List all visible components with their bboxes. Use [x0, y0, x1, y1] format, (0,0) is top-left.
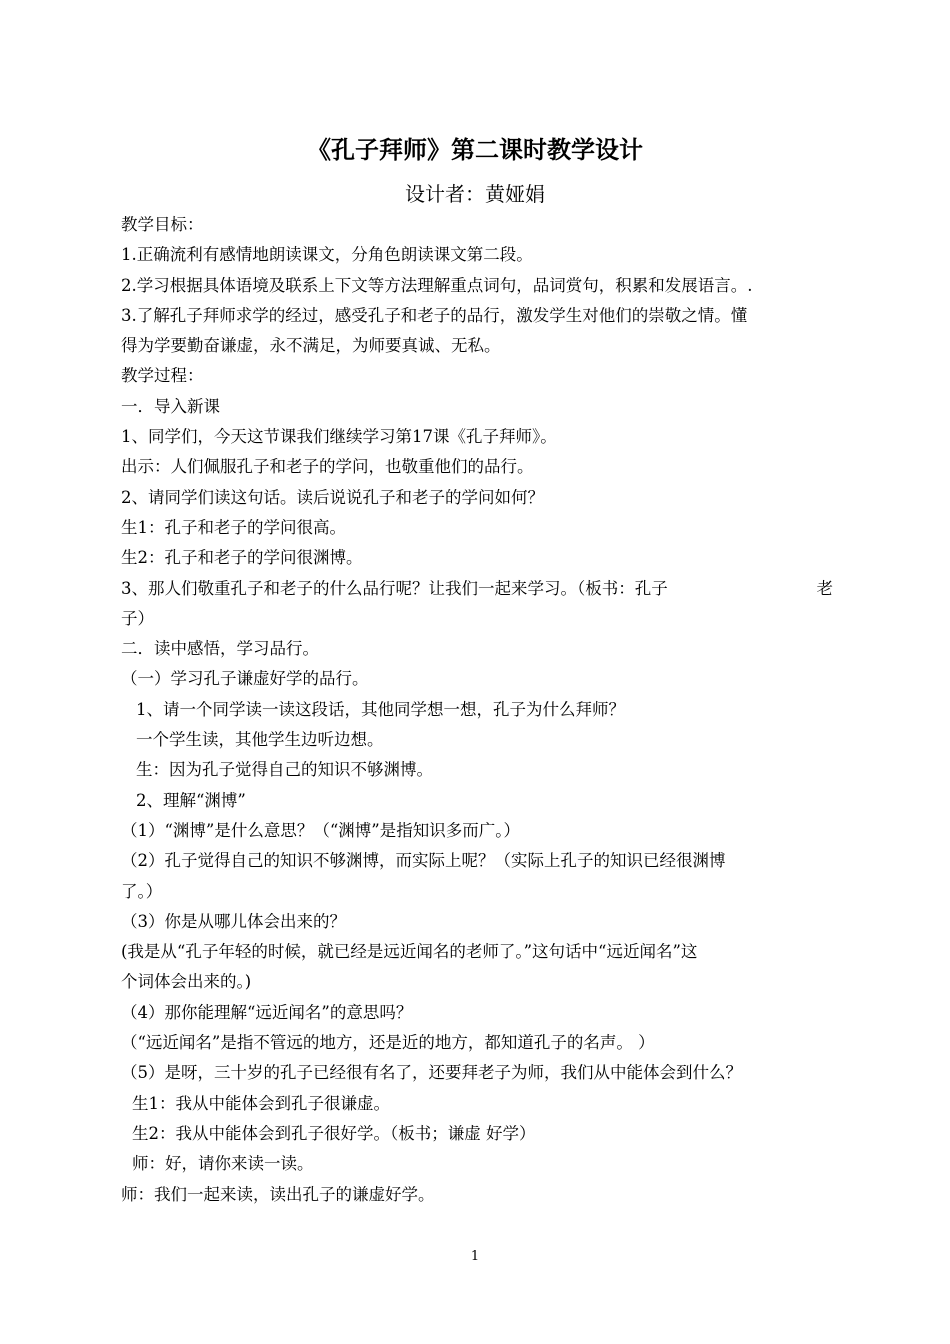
- text-line: （5）是呀，三十岁的孔子已经很有名了，还要拜老子为师，我们从中能体会到什么？: [121, 1063, 742, 1083]
- document-author: 设计者：黄娅娟: [405, 182, 545, 206]
- text-line: 出示：人们佩服孔子和老子的学问，也敬重他们的品行。: [121, 457, 534, 477]
- text-line: (我是从“孔子年轻的时候，就已经是远近闻名的老师了。”这句话中“远近闻名”这: [121, 942, 698, 962]
- text-line: 生1：我从中能体会到孔子很谦虚。: [132, 1093, 390, 1113]
- text-line: 2、请同学们读这句话。读后说说孔子和老子的学问如何？: [121, 487, 544, 507]
- text-line: 生2：我从中能体会到孔子很好学。（板书；谦虚 好学）: [132, 1123, 536, 1143]
- text-line: （3）你是从哪儿体会出来的？: [121, 911, 346, 931]
- text-line: 子）: [121, 608, 154, 628]
- text-line: （“远近闻名”是指不管远的地方，还是近的地方，都知道孔子的名声。 ）: [121, 1033, 655, 1053]
- text-line: 师：我们一起来读，读出孔子的谦虚好学。: [121, 1184, 435, 1204]
- text-line: 教学过程：: [121, 366, 204, 386]
- text-line: 1.正确流利有感情地朗读课文，分角色朗读课文第二段。: [121, 245, 533, 265]
- document-body: [121, 210, 833, 1210]
- document-title: 《孔子拜师》第二课时教学设计: [307, 135, 643, 164]
- text-line: 一．导入新课: [121, 396, 220, 416]
- text-segment: 老: [816, 578, 833, 598]
- text-line: 生1：孔子和老子的学问很高。: [121, 517, 346, 537]
- text-line: 教学目标：: [121, 215, 204, 234]
- text-line: 2.学习根据具体语境及联系上下文等方法理解重点词句，品词赏句，积累和发展语言。.: [121, 275, 753, 295]
- text-line: 生2：孔子和老子的学问很渊博。: [121, 548, 363, 568]
- text-line: （4）那你能理解“远近闻名”的意思吗？: [121, 1002, 413, 1022]
- text-line: 3.了解孔子拜师求学的经过，感受孔子和老子的品行，激发学生对他们的崇敬之情。懂: [121, 305, 748, 325]
- text-line: 二．读中感悟，学习品行。: [121, 639, 319, 659]
- text-line: 1、同学们，今天这节课我们继续学习第17课《孔子拜师》。: [121, 427, 557, 447]
- text-line: 得为学要勤奋谦虚，永不满足，为师要真诚、无私。: [121, 336, 501, 356]
- text-line: 生：因为孔子觉得自己的知识不够渊博。: [136, 760, 433, 780]
- text-line: （一）学习孔子谦虚好学的品行。: [121, 669, 369, 689]
- text-line: （1）“渊博”是什么意思？（“渊博”是指知识多而广。）: [121, 820, 520, 840]
- text-line: （2）孔子觉得自己的知识不够渊博，而实际上呢？（实际上孔子的知识已经很渊博: [121, 851, 726, 871]
- text-line: 个词体会出来的。): [121, 972, 252, 992]
- page-number: 1: [470, 1249, 480, 1264]
- text-line: [121, 574, 833, 604]
- text-line: 师：好，请你来读一读。: [132, 1154, 314, 1174]
- text-segment: 3、那人们敬重孔子和老子的什么品行呢？让我们一起来学习。（板书：孔子: [121, 578, 668, 598]
- text-line: 了。）: [121, 881, 163, 901]
- text-line: 一个学生读，其他学生边听边想。: [136, 730, 384, 750]
- text-line: 2、理解“渊博”: [136, 790, 246, 810]
- text-line: 1、请一个同学读一读这段话，其他同学想一想，孔子为什么拜师？: [136, 699, 625, 719]
